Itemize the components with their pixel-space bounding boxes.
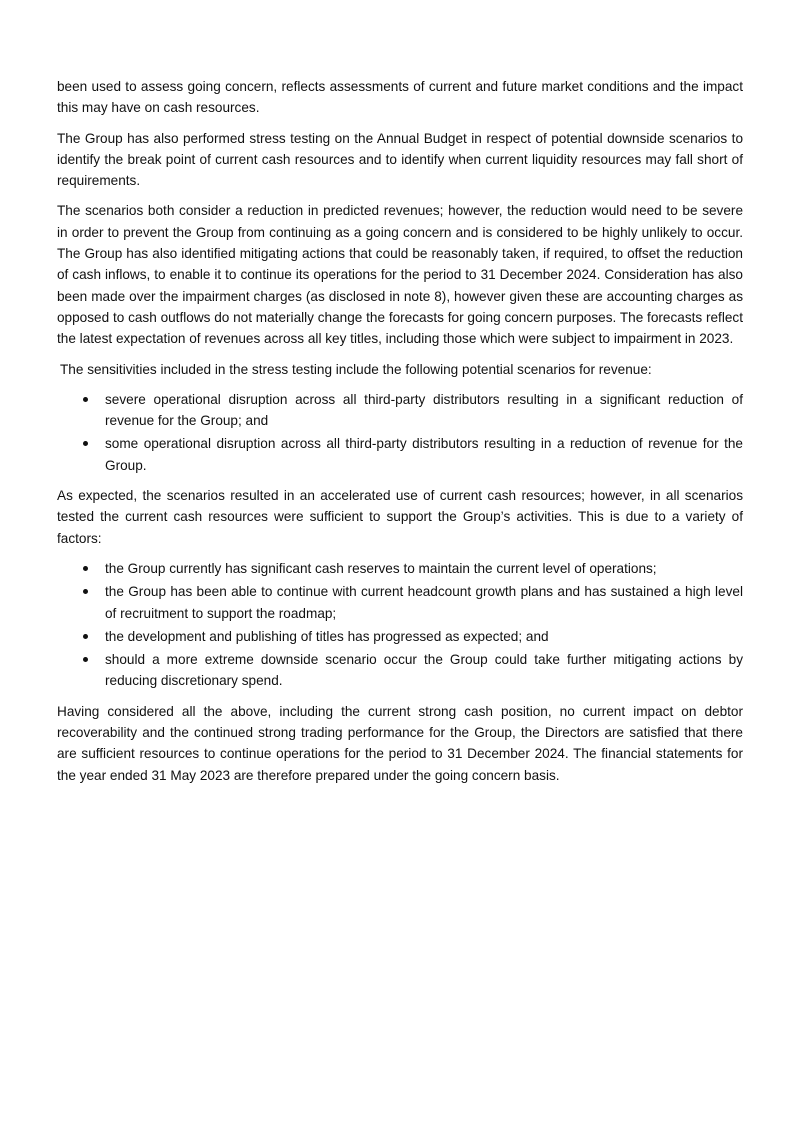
bullet-icon <box>83 566 88 571</box>
list-item-text: some operational disruption across all third-party distributors resulting in a reduction of revenue for the Group. <box>105 436 743 473</box>
list-item-text: the development and publishing of titles has progressed as expected; and <box>105 628 549 644</box>
paragraph-scenarios: The scenarios both consider a reduction in predicted revenues; however, the reduction would need to be severe in order to prevent the Group from continuing as a going concern and is considered to be highly unlikely to occur. The Group has also identified mitigating actions that could be reasonably taken, if required, to offset the reduction of cash inflows, to enable it to continue its operations for the period to 31 December 2024. Consideration has also been made over the impairment charges (as disclosed in note 8), however given these are accounting charges as opposed to cash outflows do not materially change the forecasts for going concern purposes. The forecasts reflect the latest expectation of revenues across all key titles, including those which were subject to impairment in 2023. <box>57 203 743 347</box>
list-item <box>57 581 743 624</box>
factor-bullet-list <box>57 558 743 692</box>
list-item <box>57 626 743 647</box>
list-item-text: the Group currently has significant cash reserves to maintain the current level of operations; <box>105 560 657 576</box>
list-item <box>57 649 743 692</box>
paragraph-going-concern-assessment: been used to assess going concern, reflects assessments of current and future market conditions and the impact this may have on cash resources. <box>57 79 743 116</box>
paragraph-stress-testing: The Group has also performed stress testing on the Annual Budget in respect of potential downside scenarios to identify the break point of current cash resources and to identify when current liquidity resources may fall short of requirements. <box>57 130 743 189</box>
bullet-icon <box>83 441 88 446</box>
list-item <box>57 558 743 579</box>
list-item <box>57 389 743 432</box>
bullet-icon <box>83 634 88 639</box>
document-page <box>57 76 743 795</box>
paragraph-sensitivities-intro: The sensitivities included in the stress testing include the following potential scenarios for revenue: <box>60 361 652 377</box>
list-item-text: should a more extreme downside scenario occur the Group could take further mitigating actions by reducing discretionary spend. <box>105 652 743 689</box>
bullet-icon <box>83 589 88 594</box>
paragraph-conclusion: Having considered all the above, including the current strong cash position, no current impact on debtor recoverability and the continued strong trading performance for the Group, the Directors are satisfied that there are sufficient resources to continue operations for the period to 31 December 2024. The financial statements for the year ended 31 May 2023 are therefore prepared under the going concern basis. <box>57 703 743 783</box>
bullet-icon <box>83 397 88 402</box>
bullet-icon <box>83 657 88 662</box>
scenario-bullet-list <box>57 389 743 476</box>
list-item <box>57 433 743 476</box>
paragraph-expected-results: As expected, the scenarios resulted in an accelerated use of current cash resources; however, in all scenarios tested the current cash resources were sufficient to support the Group’s activities. This is due to a variety of factors: <box>57 488 743 546</box>
list-item-text: the Group has been able to continue with current headcount growth plans and has sustained a high level of recruitment to support the roadmap; <box>105 584 743 621</box>
list-item-text: severe operational disruption across all third-party distributors resulting in a significant reduction of revenue for the Group; and <box>105 391 743 429</box>
